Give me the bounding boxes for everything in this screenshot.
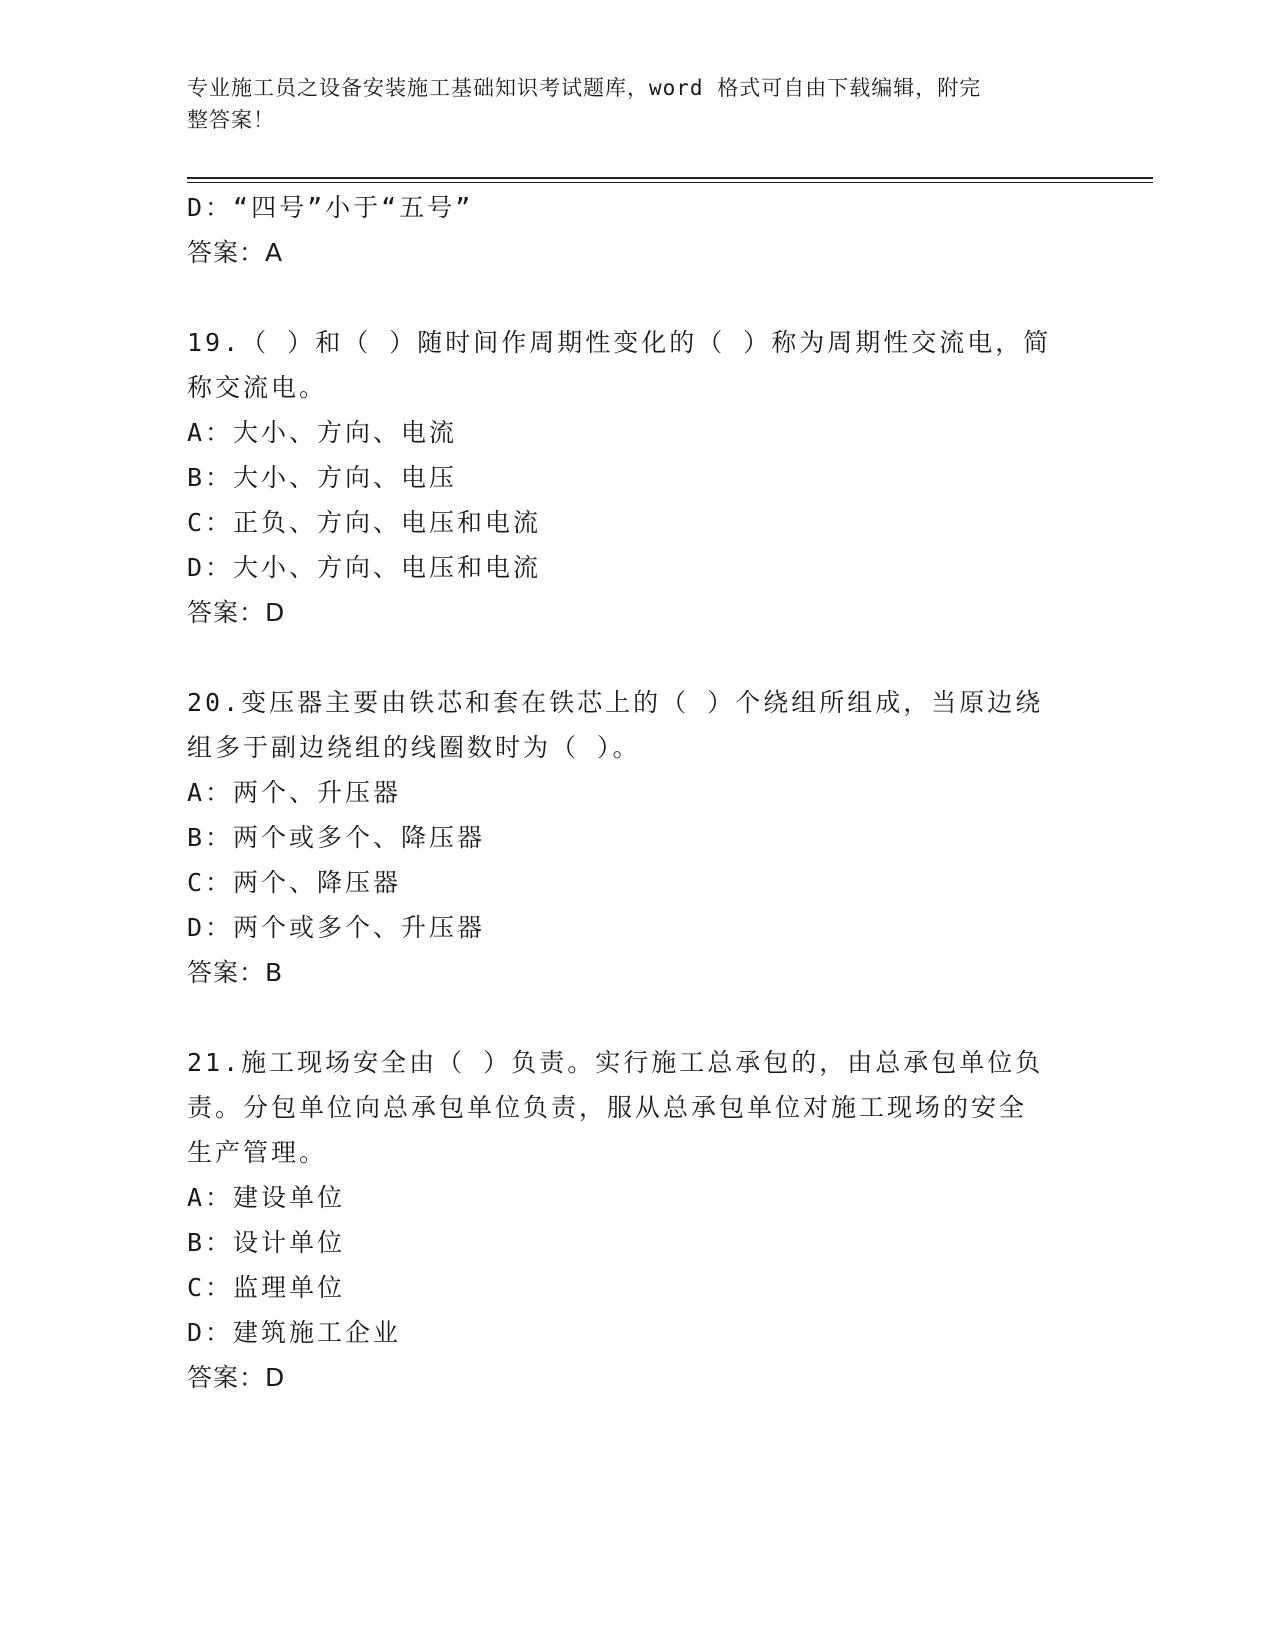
q19-stem-line-1: 19.（ ）和（ ）随时间作周期性变化的（ ）称为周期性交流电，简 bbox=[187, 328, 1052, 357]
q18-answer: 答案：A bbox=[187, 238, 284, 267]
header-divider-thin bbox=[187, 182, 1153, 183]
q19-option-b: B：大小、方向、电压 bbox=[187, 463, 458, 492]
q20-answer: 答案：B bbox=[187, 958, 284, 987]
header-line-1: 专业施工员之设备安装施工基础知识考试题库，word 格式可自由下载编辑，附完 bbox=[187, 76, 982, 100]
q19-option-d: D：大小、方向、电压和电流 bbox=[187, 553, 542, 582]
q20-option-c: C：两个、降压器 bbox=[187, 868, 402, 897]
q20-option-a: A：两个、升压器 bbox=[187, 778, 402, 807]
q21-option-a: A：建设单位 bbox=[187, 1183, 346, 1212]
q19-option-a: A：大小、方向、电流 bbox=[187, 418, 458, 447]
q21-option-c: C：监理单位 bbox=[187, 1273, 346, 1302]
q18-option-d: D：“四号”小于“五号” bbox=[187, 193, 474, 222]
q20-stem-line-1: 20.变压器主要由铁芯和套在铁芯上的（ ）个绕组所组成，当原边绕 bbox=[187, 688, 1044, 717]
q20-stem-line-2: 组多于副边绕组的线圈数时为（ ）。 bbox=[187, 733, 641, 762]
q19-option-c: C：正负、方向、电压和电流 bbox=[187, 508, 542, 537]
page-header bbox=[187, 72, 1067, 136]
q21-stem-line-2: 责。分包单位向总承包单位负责，服从总承包单位对施工现场的安全 bbox=[187, 1093, 1028, 1122]
q20-option-b: B：两个或多个、降压器 bbox=[187, 823, 486, 852]
q20-option-d: D：两个或多个、升压器 bbox=[187, 913, 486, 942]
q21-stem-line-3: 生产管理。 bbox=[187, 1138, 328, 1167]
q21-answer: 答案：D bbox=[187, 1363, 286, 1392]
header-line-2: 整答案！ bbox=[187, 108, 275, 132]
q21-stem-line-1: 21.施工现场安全由（ ）负责。实行施工总承包的，由总承包单位负 bbox=[187, 1048, 1044, 1077]
q21-option-d: D：建筑施工企业 bbox=[187, 1318, 402, 1347]
q21-option-b: B：设计单位 bbox=[187, 1228, 346, 1257]
q19-stem-line-2: 称交流电。 bbox=[187, 373, 328, 402]
header-divider bbox=[187, 177, 1153, 179]
q19-answer: 答案：D bbox=[187, 598, 286, 627]
